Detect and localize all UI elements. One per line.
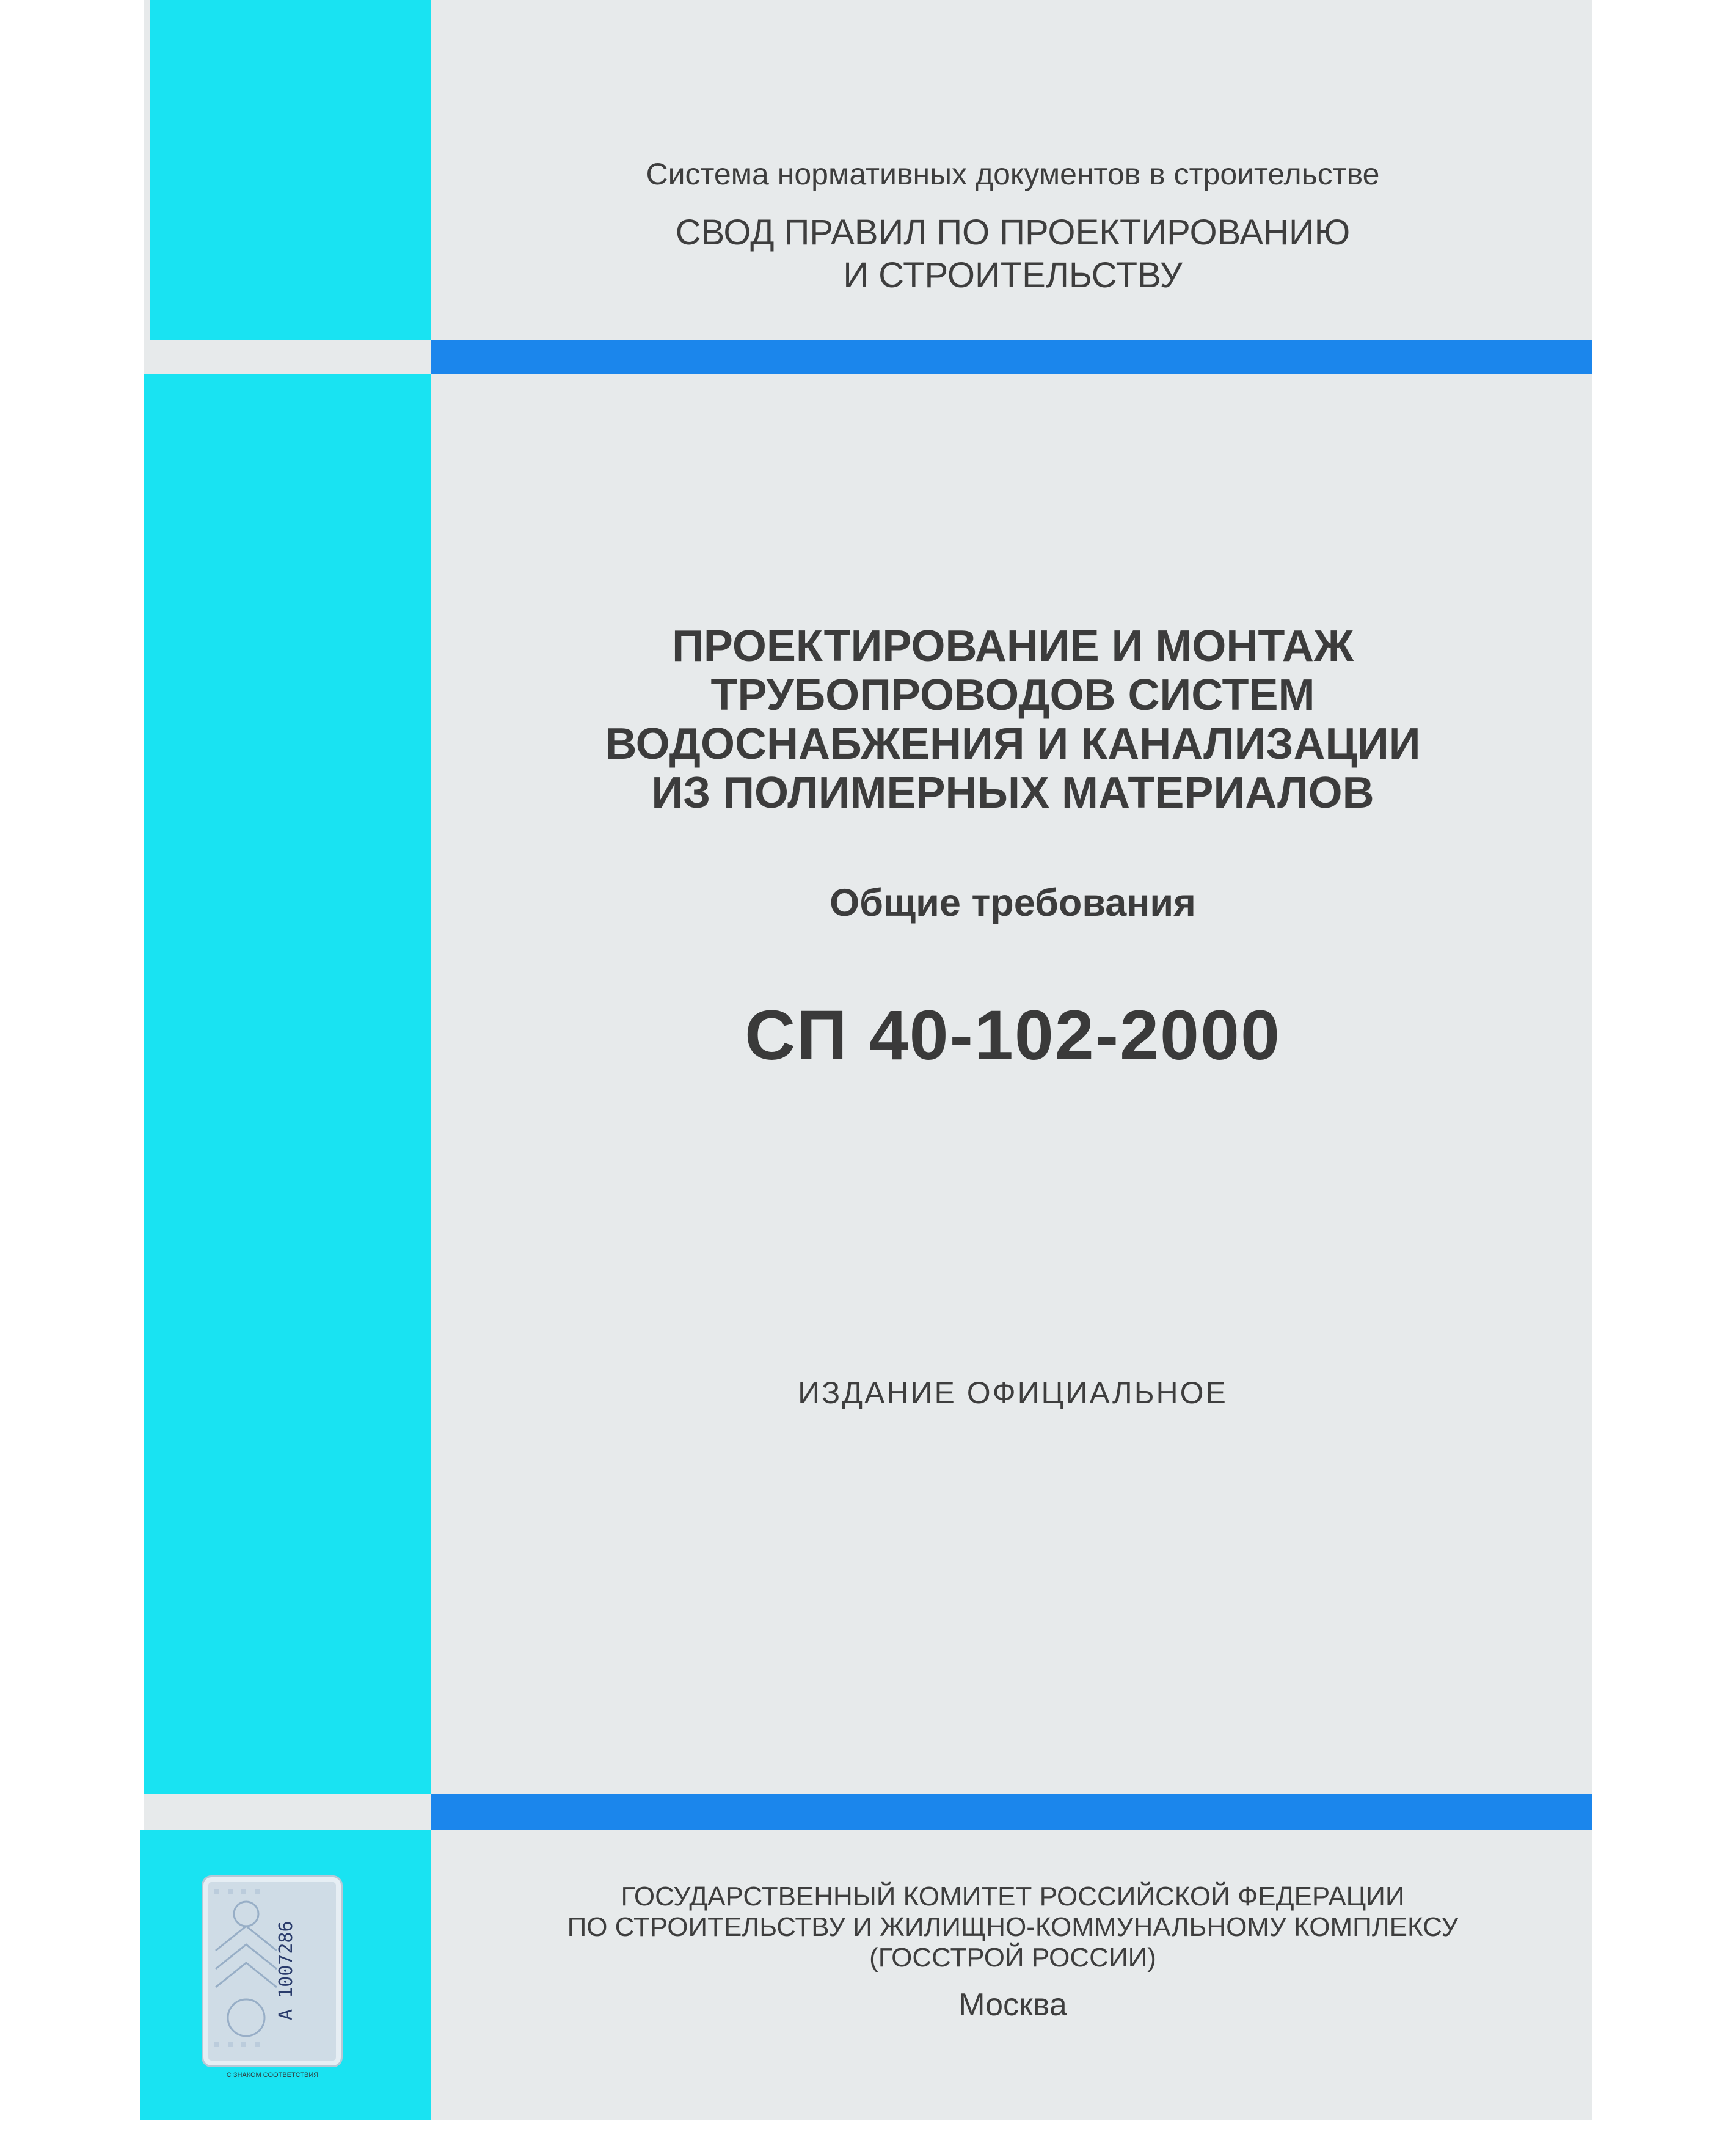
publisher-line-1: ГОСУДАРСТВЕННЫЙ КОМИТЕТ РОССИЙСКОЙ ФЕДЕРАЦИИ — [621, 1882, 1405, 1911]
series-title: Система нормативных документов в строительстве — [646, 157, 1380, 191]
document-title — [434, 622, 1592, 817]
publisher-line-2: ПО СТРОИТЕЛЬСТВУ И ЖИЛИЩНО-КОММУНАЛЬНОМУ КОМПЛЕКСУ — [567, 1912, 1459, 1942]
hologram-number: А 1007286 — [275, 1921, 297, 2021]
hologram-pattern-icon — [203, 1877, 341, 2065]
title-line-2: ТРУБОПРОВОДОВ СИСТЕМ — [710, 671, 1315, 720]
hologram-caption: С ЗНАКОМ СООТВЕТСТВИЯ — [226, 2072, 319, 2079]
document-code: СП 40-102-2000 — [745, 996, 1281, 1075]
code-set-heading — [434, 211, 1592, 297]
title-line-3: ВОДОСНАБЖЕНИЯ И КАНАЛИЗАЦИИ — [605, 720, 1421, 768]
top-blue-rule — [431, 340, 1592, 374]
cyan-band-top — [150, 0, 431, 340]
publisher-line-3: (ГОССТРОЙ РОССИИ) — [869, 1943, 1156, 1973]
publisher-block — [434, 1882, 1592, 1973]
document-subtitle: Общие требования — [830, 882, 1196, 924]
title-line-1: ПРОЕКТИРОВАНИЕ И МОНТАЖ — [672, 622, 1354, 671]
bottom-blue-rule — [431, 1794, 1592, 1830]
title-line-4: ИЗ ПОЛИМЕРНЫХ МАТЕРИАЛОВ — [651, 768, 1374, 817]
code-set-line-1: СВОД ПРАВИЛ ПО ПРОЕКТИРОВАНИЮ — [675, 213, 1351, 252]
publication-city: Москва — [958, 1987, 1067, 2023]
cyan-band-middle — [144, 374, 431, 1794]
code-set-line-2: И СТРОИТЕЛЬСТВУ — [843, 255, 1183, 295]
edition-label: ИЗДАНИЕ ОФИЦИАЛЬНОЕ — [798, 1376, 1228, 1410]
hologram-sticker — [202, 1875, 343, 2067]
